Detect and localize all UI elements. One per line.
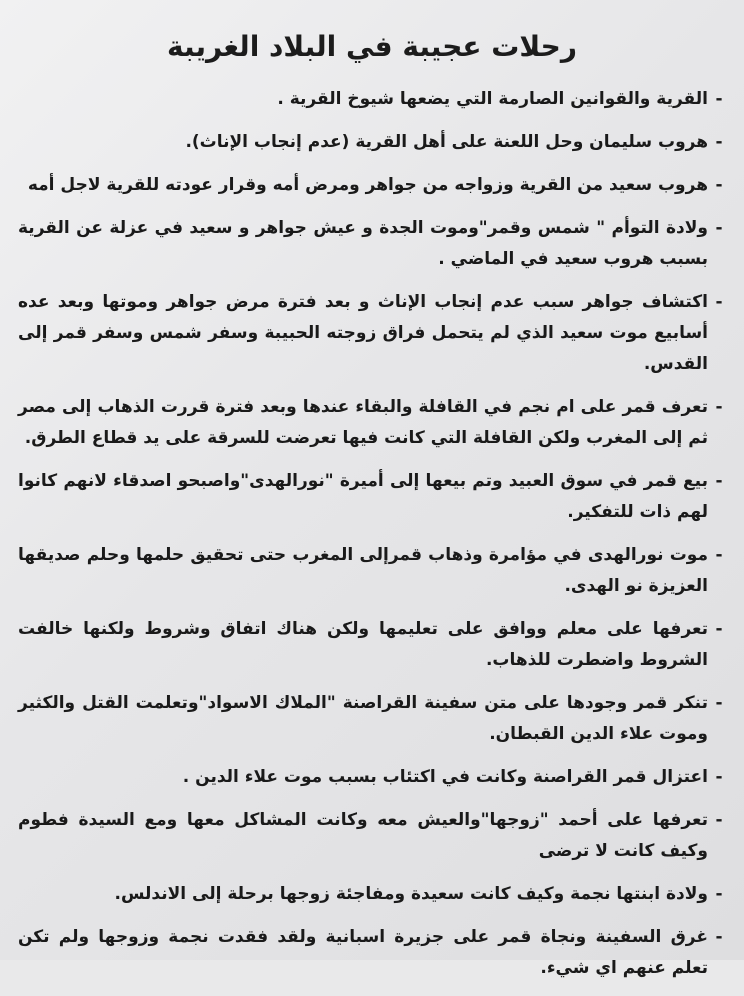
list-item: [18, 84, 730, 115]
list-item: [18, 762, 730, 793]
list-item-text: اكتشاف جواهر سبب عدم إنجاب الإناث و بعد فترة مرض جواهر وموتها وبعد عده أسابيع موت سعيد الذي لم يتحمل فراق زوجته الحبيبة وسفر شمس وسفر قمر إلى القدس.: [18, 292, 708, 374]
list-item-text: ولادة ابنتها نجمة وكيف كانت سعيدة ومفاجئة زوجها برحلة إلى الاندلس.: [114, 884, 708, 904]
bullet-dash: -: [715, 767, 723, 787]
bullet-dash: -: [715, 471, 723, 491]
list-item-text: تعرف قمر على ام نجم في القافلة والبقاء عندها وبعد فترة قررت الذهاب إلى مصر ثم إلى المغرب ولكن القافلة التي كانت فيها تعرضت للسرقة على يد قطاع الطرق.: [18, 397, 708, 448]
list-item-text: تنكر قمر وجودها على متن سفينة القراصنة "الملاك الاسواد"وتعلمت القتل والكثير وموت علاء الدين القبطان.: [18, 693, 708, 744]
list-item-text: موت نورالهدى في مؤامرة وذهاب قمرإلى المغرب حتى تحقيق حلمها وحلم صديقها العزيزة نو الهدى.: [18, 545, 708, 596]
list-item: [18, 805, 730, 867]
bullet-dash: -: [715, 810, 723, 830]
bullet-dash: -: [715, 218, 723, 238]
list-item: [18, 392, 730, 454]
list-item: [18, 879, 730, 910]
list-item-text: تعرفها على أحمد "زوجها"والعيش معه وكانت المشاكل معها ومع السيدة فطوم وكيف كانت لا ترضى: [18, 810, 708, 861]
list-item: [18, 688, 730, 750]
list-item: [18, 127, 730, 158]
list-item-text: هروب سعيد من القرية وزواجه من جواهر ومرض أمه وقرار عودته للقرية لاجل أمه: [27, 175, 708, 195]
list-item-text: اعتزال قمر القراصنة وكانت في اكتئاب بسبب موت علاء الدين .: [182, 767, 708, 787]
bullet-dash: -: [715, 545, 723, 565]
list-item-text: بيع قمر في سوق العبيد وتم بيعها إلى أميرة "نورالهدى"واصبحو اصدقاء لانهم كانوا لهم ذات للتفكير.: [18, 471, 708, 522]
bullet-dash: -: [715, 132, 723, 152]
list-item: [18, 540, 730, 602]
page-title: رحلات عجيبة في البلاد الغريبة: [167, 30, 577, 63]
bullet-dash: -: [715, 175, 723, 195]
list-item: [18, 922, 730, 984]
bullet-dash: -: [715, 693, 723, 713]
list-item: [18, 287, 730, 380]
list-item: [18, 466, 730, 528]
bullet-dash: -: [715, 292, 723, 312]
plot-points-list: [18, 84, 730, 996]
list-item: [18, 213, 730, 275]
bullet-dash: -: [715, 884, 723, 904]
bullet-dash: -: [715, 397, 723, 417]
list-item: [18, 614, 730, 676]
list-item: [18, 170, 730, 201]
bullet-dash: -: [715, 89, 723, 109]
bullet-dash: -: [715, 619, 723, 639]
list-item-text: هروب سليمان وحل اللعنة على أهل القرية (عدم إنجاب الإناث).: [185, 132, 708, 152]
list-item-text: ولادة التوأم " شمس وقمر"وموت الجدة و عيش جواهر و سعيد في عزلة عن القرية بسبب هروب سعيد في الماضي .: [18, 218, 708, 269]
list-item-text: غرق السفينة ونجاة قمر على جزيرة اسبانية ولقد فقدت نجمة وزوجها ولم تكن تعلم عنهم اي شيء.: [18, 927, 708, 978]
bullet-dash: -: [715, 927, 723, 947]
list-item-text: القرية والقوانين الصارمة التي يضعها شيوخ القرية .: [277, 89, 708, 109]
list-item-text: تعرفها على معلم ووافق على تعليمها ولكن هناك اتفاق وشروط ولكنها خالفت الشروط واضطرت للذهاب.: [18, 619, 708, 670]
